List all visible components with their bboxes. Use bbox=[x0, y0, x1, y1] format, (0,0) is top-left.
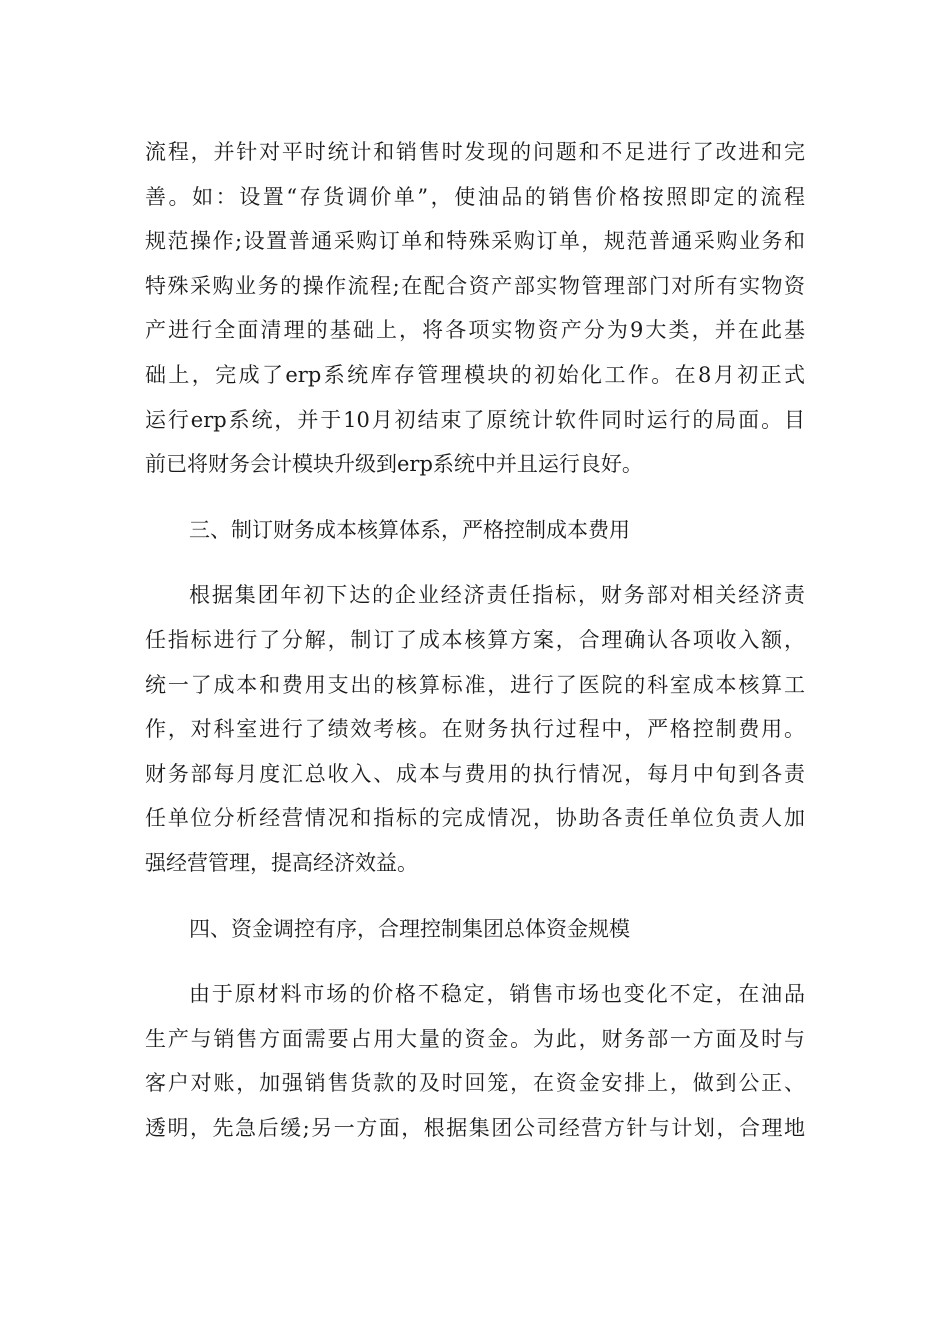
paragraph-erp-system bbox=[145, 130, 805, 487]
text-line: 财务部每月度汇总收入、成本与费用的执行情况，每月中旬到各责 bbox=[145, 761, 805, 786]
text-line: 由于原材料市场的价格不稳定，销售市场也变化不定，在油品 bbox=[189, 982, 805, 1007]
heading-text: 三、制订财务成本核算体系，严格控制成本费用 bbox=[189, 517, 630, 542]
paragraph-cost-accounting bbox=[145, 573, 805, 885]
text-line: 统一了成本和费用支出的核算标准，进行了医院的科室成本核算工 bbox=[145, 672, 805, 697]
text-line: 规范操作;设置普通采购订单和特殊采购订单，规范普通采购业务和 bbox=[145, 229, 805, 254]
section-heading-cost-accounting bbox=[145, 508, 805, 553]
text-line: 作，对科室进行了绩效考核。在财务执行过程中，严格控制费用。 bbox=[145, 717, 805, 742]
text-line: 强经营管理，提高经济效益。 bbox=[145, 850, 418, 875]
text-line: 根据集团年初下达的企业经济责任指标，财务部对相关经济责 bbox=[189, 583, 805, 608]
text-line: 客户对账，加强销售货款的及时回笼，在资金安排上，做到公正、 bbox=[145, 1071, 805, 1096]
text-line: 生产与销售方面需要占用大量的资金。为此，财务部一方面及时与 bbox=[145, 1026, 805, 1051]
heading-text: 四、资金调控有序，合理控制集团总体资金规模 bbox=[189, 916, 630, 941]
text-line: 任指标进行了分解，制订了成本核算方案，合理确认各项收入额， bbox=[145, 627, 805, 652]
text-line: 前已将财务会计模块升级到erp系统中并且运行良好。 bbox=[145, 452, 643, 477]
text-line: 透明，先急后缓;另一方面，根据集团公司经营方针与计划，合理地 bbox=[145, 1115, 805, 1140]
text-line: 特殊采购业务的操作流程;在配合资产部实物管理部门对所有实物资 bbox=[145, 273, 805, 298]
section-heading-fund-control bbox=[145, 907, 805, 952]
text-line: 任单位分析经营情况和指标的完成情况，协助各责任单位负责人加 bbox=[145, 806, 805, 831]
text-line: 产进行全面清理的基础上，将各项实物资产分为9大类，并在此基 bbox=[145, 318, 805, 343]
text-line: 础上，完成了erp系统库存管理模块的初始化工作。在8月初正式 bbox=[145, 362, 805, 387]
text-line: 流程，并针对平时统计和销售时发现的问题和不足进行了改进和完 bbox=[145, 140, 805, 164]
text-line: 运行erp系统，并于10月初结束了原统计软件同时运行的局面。目 bbox=[145, 407, 805, 432]
document-body bbox=[145, 130, 805, 1150]
text-line: 善。如：设置“存货调价单”，使油品的销售价格按照即定的流程 bbox=[145, 184, 805, 209]
paragraph-fund-control bbox=[145, 972, 805, 1150]
